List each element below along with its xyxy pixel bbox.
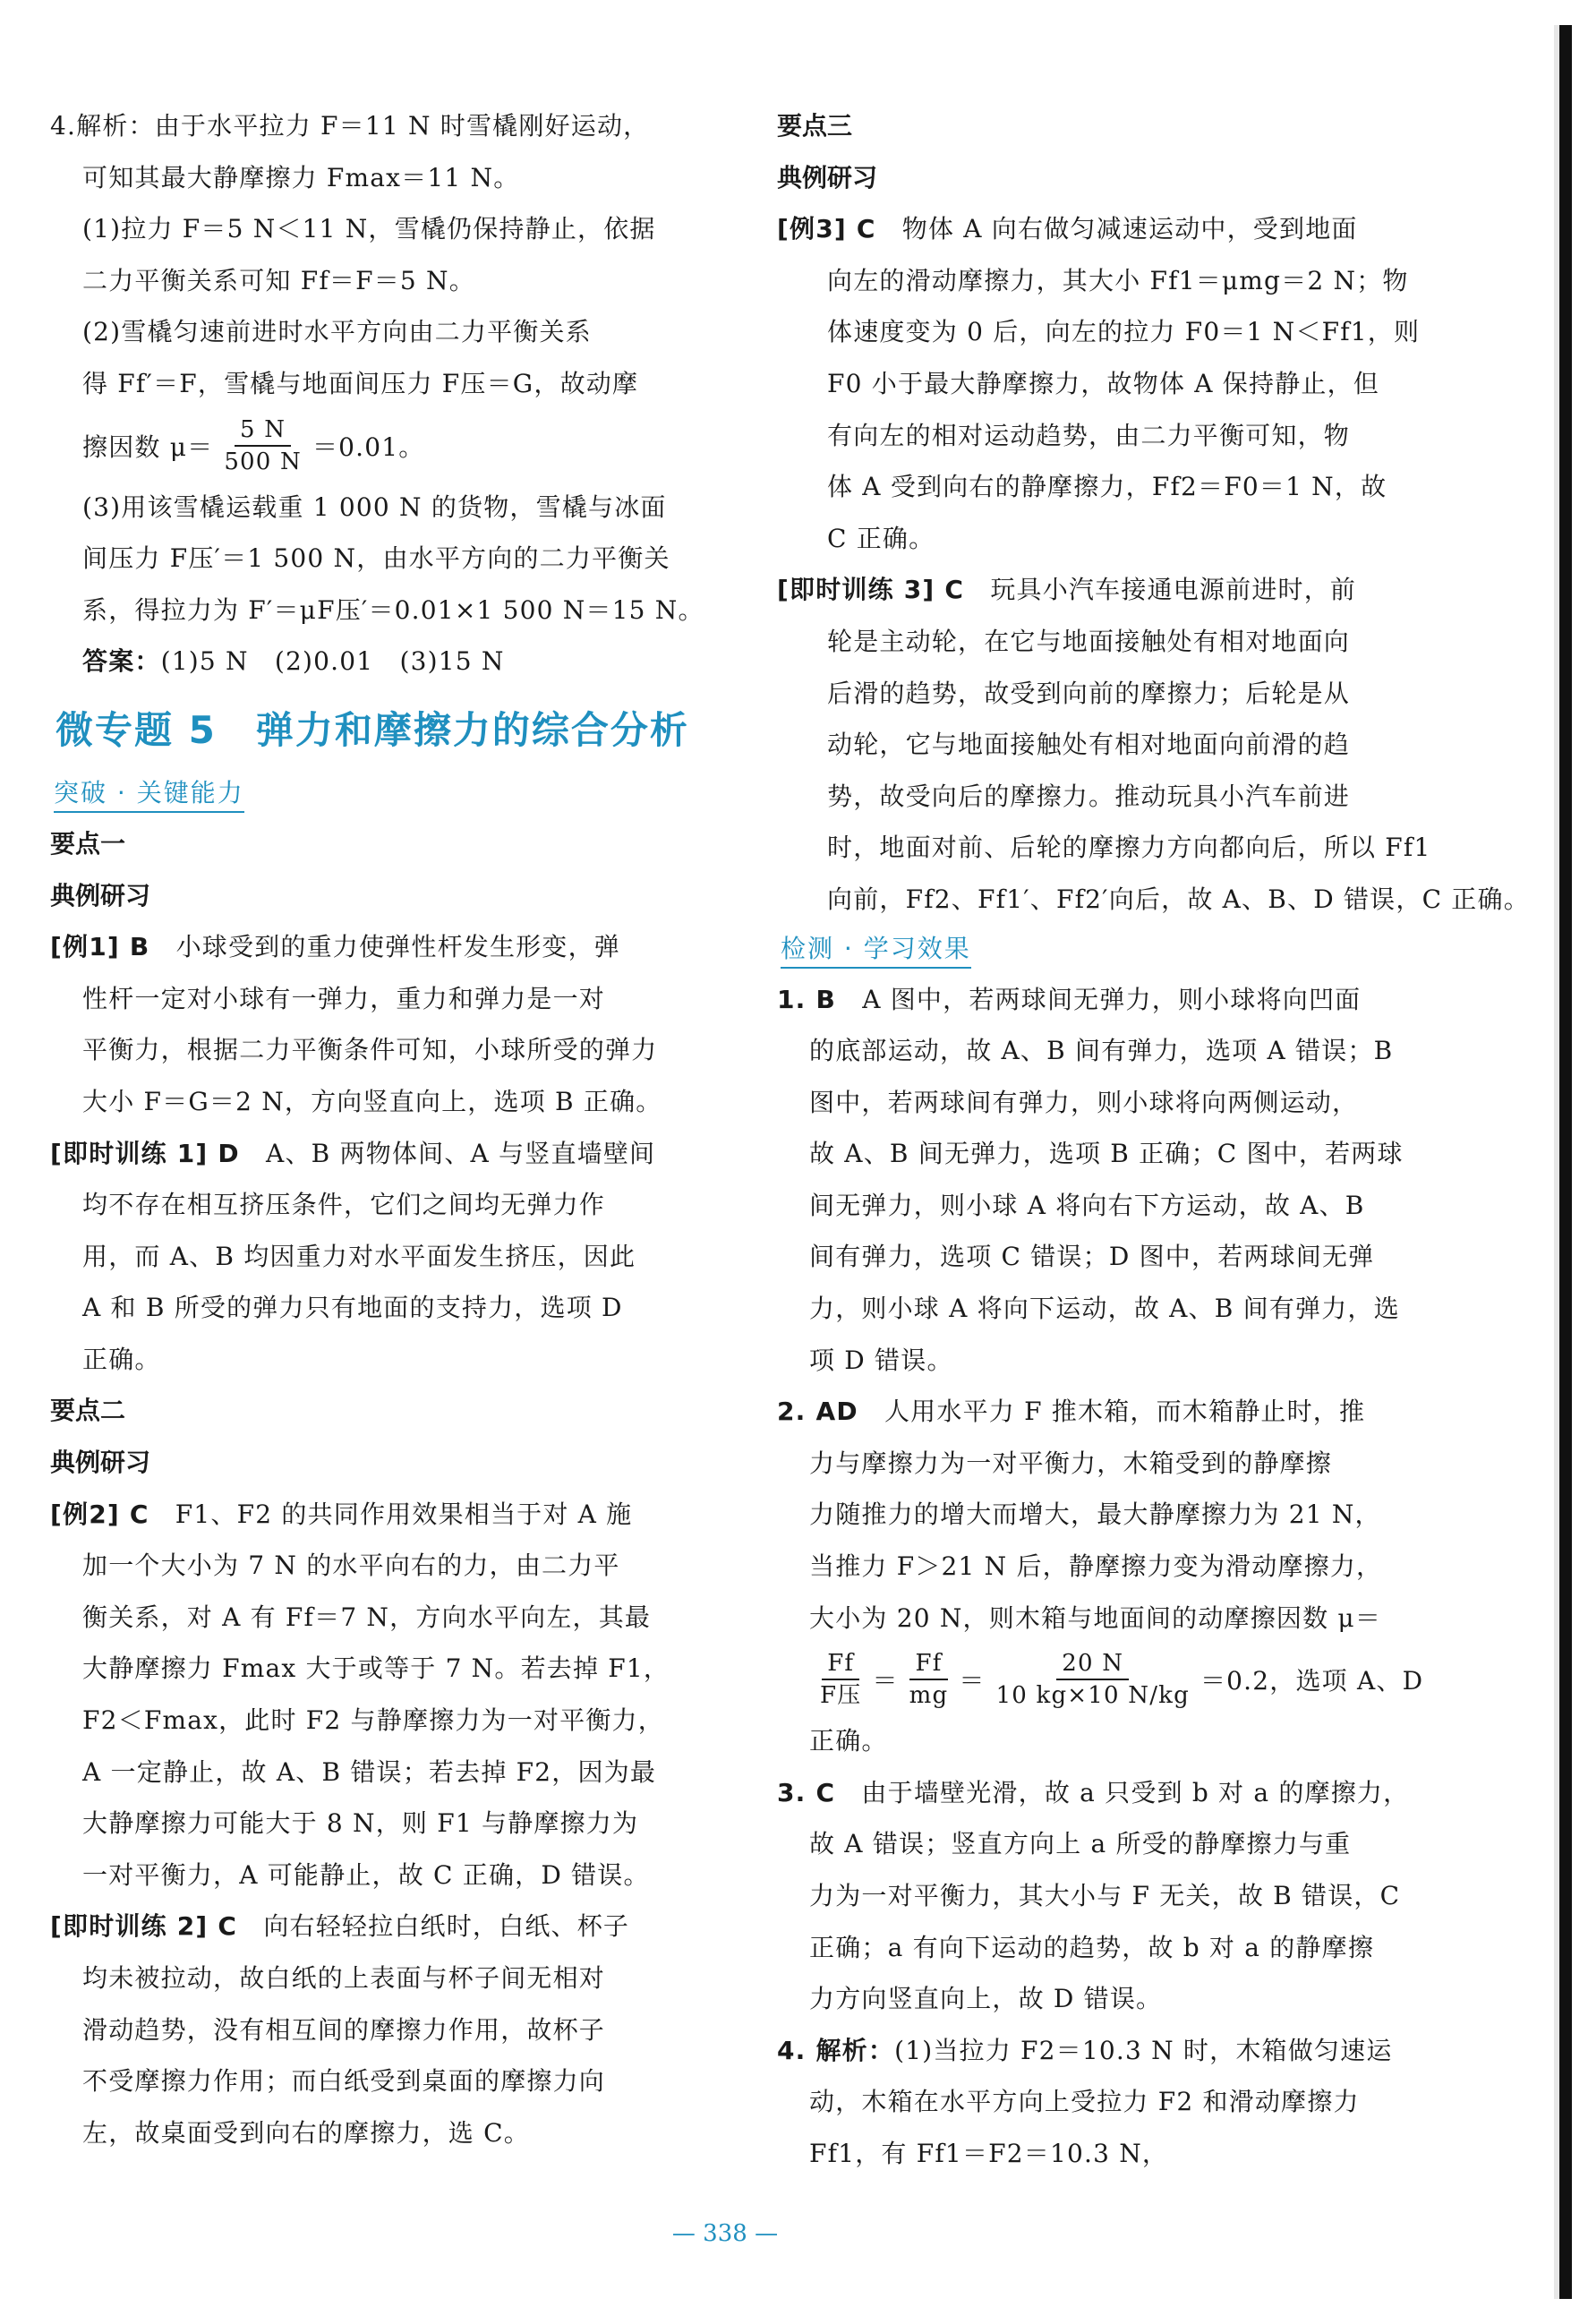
text-line: 性杆一定对小球有一弹力，重力和弹力是一对	[82, 983, 606, 1013]
fraction-numerator: Ff	[909, 1648, 947, 1680]
text-line: 滑动趋势，没有相互间的摩擦力作用，故杯子	[82, 2014, 606, 2045]
text-line: 大小 F＝G＝2 N，方向竖直向上，选项 B 正确。	[82, 1086, 662, 1116]
text-line: 间压力 F压′＝1 500 N，由水平方向的二力平衡关	[82, 543, 670, 574]
question-label: 3. C	[777, 1777, 836, 1807]
text-line: 得 Ff′＝F，雪橇与地面间压力 F压＝G，故动摩	[82, 368, 639, 398]
fraction-numerator: 5 N	[235, 414, 291, 447]
text-line: 大静摩擦力可能大于 8 N，则 F1 与静摩擦力为	[82, 1808, 639, 1839]
text-line: 时，地面对前、后轮的摩擦力方向都向后，所以 Ff1	[827, 833, 1431, 863]
fraction	[991, 1648, 1195, 1711]
text-line: 动轮，它与地面接触处有相对地面向前滑的趋	[827, 730, 1351, 760]
text-line: 轮是主动轮，在它与地面接触处有相对地面向	[827, 626, 1351, 656]
text-line: 一对平衡力，A 可能静止，故 C 正确，D 错误。	[82, 1859, 650, 1890]
text-line: 左，故桌面受到向右的摩擦力，选 C。	[82, 2117, 530, 2148]
text-line: 4.解析：由于水平拉力 F＝11 N 时雪橇刚好运动，	[50, 111, 650, 141]
example-1	[50, 921, 730, 973]
text-span: (1)当拉力 F2＝10.3 N 时，木箱做匀速运	[894, 2035, 1393, 2065]
fraction-numerator: Ff	[822, 1648, 859, 1680]
right-column	[777, 100, 1530, 2180]
text-line: 势，故受向后的摩擦力。推动玩具小汽车前进	[827, 781, 1351, 811]
text-span: A 图中，若两球间无弹力，则小球将向凹面	[836, 984, 1362, 1014]
fraction	[218, 414, 307, 477]
point-heading: 要点一	[50, 828, 126, 859]
fraction-denominator: F压	[820, 1682, 862, 1710]
text-line: 力，则小球 A 将向下运动，故 A、B 间有弹力，选	[809, 1294, 1400, 1324]
text-line: 大小为 20 N，则木箱与地面间的动摩擦因数 μ＝	[809, 1602, 1382, 1633]
text-line: C 正确。	[827, 523, 935, 553]
text-line: 用，而 A、B 均因重力对水平面发生挤压，因此	[82, 1241, 636, 1271]
text-span: 向右轻轻拉白纸时，白纸、杯子	[237, 1911, 630, 1942]
text-line: Ff1，有 Ff1＝F2＝10.3 N，	[809, 2138, 1169, 2168]
point-heading: 要点二	[50, 1396, 126, 1426]
fraction	[815, 1648, 867, 1711]
training-label: [即时训练 3] C	[777, 575, 965, 605]
formula-suffix: ＝0.01。	[312, 431, 425, 462]
fraction-denominator: mg	[909, 1682, 949, 1710]
text-line: 正确。	[809, 1726, 888, 1756]
answer-text: (1)5 N (2)0.01 (3)15 N	[160, 646, 505, 677]
equals-sign: ＝	[872, 1666, 899, 1696]
fraction	[904, 1648, 954, 1711]
example-label: [例1] B	[50, 932, 150, 962]
formula-prefix: 擦因数 μ＝	[82, 431, 214, 462]
topic-title: 微专题 5 弹力和摩擦力的综合分析	[55, 707, 689, 752]
example-label: [例2] C	[50, 1499, 149, 1529]
text-span: A、B 两物体间、A 与竖直墙壁间	[239, 1138, 656, 1168]
text-line: (2)雪橇匀速前进时水平方向由二力平衡关系	[82, 317, 592, 347]
text-line: 力为一对平衡力，其大小与 F 无关，故 B 错误，C	[809, 1881, 1401, 1910]
text-line: 力与摩擦力为一对平衡力，木箱受到的静摩擦	[809, 1448, 1333, 1478]
page-number: — 338 —	[671, 2220, 779, 2247]
text-line: 有向左的相对运动趋势，由二力平衡可知，物	[827, 420, 1351, 450]
text-line: 向左的滑动摩擦力，其大小 Ff1＝μmg＝2 N；物	[827, 265, 1409, 295]
friction-coefficient-formula	[777, 1644, 1457, 1715]
text-line: 体速度变为 0 后，向左的拉力 F0＝1 N＜Ff1，则	[827, 317, 1421, 347]
text-line: 均未被拉动，故白纸的上表面与杯子间无相对	[82, 1963, 606, 1993]
fraction-denominator: 500 N	[224, 448, 302, 475]
section-tag: 检测 · 学习效果	[781, 931, 971, 969]
text-line: (3)用该雪橇运载重 1 000 N 的货物，雪橇与冰面	[82, 491, 667, 522]
text-line: 故 A、B 间无弹力，选项 B 正确；C 图中，若两球	[809, 1139, 1404, 1169]
text-line: 衡关系，对 A 有 Ff＝7 N，方向水平向左，其最	[82, 1602, 652, 1632]
question-3	[777, 1767, 1457, 1819]
text-line: 可知其最大静摩擦力 Fmax＝11 N。	[82, 162, 520, 192]
text-span: 小球受到的重力使弹性杆发生形变，弹	[149, 932, 620, 962]
text-line: 间无弹力，则小球 A 将向右下方运动，故 A、B	[809, 1190, 1365, 1220]
text-line: 正确。	[82, 1344, 161, 1374]
text-span: 玩具小汽车接通电源前进时，前	[964, 575, 1357, 605]
training-1	[50, 1128, 730, 1180]
friction-coefficient-formula	[50, 410, 730, 482]
text-line: 力随推力的增大而增大，最大静摩擦力为 21 N，	[809, 1499, 1381, 1530]
text-line: 间有弹力，选项 C 错误；D 图中，若两球间无弹	[809, 1242, 1375, 1272]
text-line: 的底部运动，故 A、B 间有弹力，选项 A 错误；B	[809, 1036, 1394, 1066]
training-2	[50, 1901, 730, 1952]
fraction-denominator: 10 kg×10 N/kg	[995, 1682, 1190, 1710]
equals-sign: ＝	[959, 1666, 986, 1696]
training-label: [即时训练 1] D	[50, 1138, 240, 1168]
question-label: 4. 解析：	[777, 2035, 895, 2065]
text-line: F2＜Fmax，此时 F2 与静摩擦力为一对平衡力，	[82, 1705, 664, 1736]
text-span: 人用水平力 F 推木箱，而木箱静止时，推	[858, 1397, 1366, 1427]
point-heading: 要点三	[777, 111, 853, 141]
book-spine-edge	[1559, 25, 1572, 2299]
example-heading: 典例研习	[777, 162, 878, 192]
example-2	[50, 1489, 730, 1541]
question-label: 2. AD	[777, 1397, 858, 1427]
question-1	[777, 974, 1457, 1026]
text-line: 大静摩擦力 Fmax 大于或等于 7 N。若去掉 F1，	[82, 1653, 670, 1684]
text-span: F1、F2 的共同作用效果相当于对 A 施	[149, 1499, 633, 1529]
text-line: 平衡力，根据二力平衡条件可知，小球所受的弹力	[82, 1035, 658, 1065]
training-3	[777, 564, 1457, 616]
text-line: 图中，若两球间有弹力，则小球将向两侧运动，	[809, 1087, 1359, 1117]
answer-label: 答案：	[82, 646, 161, 677]
text-line: A 一定静止，故 A、B 错误；若去掉 F2，因为最	[82, 1756, 657, 1787]
text-line: 力方向竖直向上，故 D 错误。	[809, 1984, 1163, 2014]
answer-line	[50, 636, 730, 688]
text-line: 二力平衡关系可知 Ff＝F＝5 N。	[82, 265, 475, 295]
section-tag: 突破 · 关键能力	[54, 775, 244, 813]
text-line: 体 A 受到向右的静摩擦力，Ff2＝F0＝1 N，故	[827, 472, 1387, 502]
example-heading: 典例研习	[50, 1448, 151, 1478]
text-line: 后滑的趋势，故受到向前的摩擦力；后轮是从	[827, 678, 1351, 708]
example-heading: 典例研习	[50, 880, 151, 910]
fraction-numerator: 20 N	[1056, 1648, 1129, 1680]
question-2	[777, 1386, 1457, 1438]
text-line: F0 小于最大静摩擦力，故物体 A 保持静止，但	[827, 368, 1379, 398]
text-line: A 和 B 所受的弹力只有地面的支持力，选项 D	[82, 1293, 623, 1323]
question-4	[777, 2025, 1457, 2077]
example-3	[777, 203, 1457, 255]
text-line: 均不存在相互挤压条件，它们之间均无弹力作	[82, 1190, 606, 1220]
text-line: 当推力 F＞21 N 后，静摩擦力变为滑动摩擦力，	[809, 1551, 1383, 1582]
text-span: 物体 A 向右做匀减速运动中，受到地面	[875, 214, 1358, 244]
text-line: 系，得拉力为 F′＝μF压′＝0.01×1 500 N＝15 N。	[82, 594, 704, 625]
text-line: 动，木箱在水平方向上受拉力 F2 和滑动摩擦力	[809, 2087, 1360, 2117]
text-line: 不受摩擦力作用；而白纸受到桌面的摩擦力向	[82, 2066, 606, 2097]
training-label: [即时训练 2] C	[50, 1911, 238, 1942]
formula-suffix: ＝0.2，选项 A、D	[1200, 1666, 1424, 1696]
text-line: 项 D 错误。	[809, 1345, 953, 1375]
question-label: 1. B	[777, 984, 837, 1014]
text-span: 由于墙壁光滑，故 a 只受到 b 对 a 的摩擦力，	[835, 1777, 1410, 1807]
text-line: 故 A 错误；竖直方向上 a 所受的静摩擦力与重	[809, 1829, 1352, 1859]
example-label: [例3] C	[777, 214, 876, 244]
text-line: 向前，Ff2、Ff1′、Ff2′向后，故 A、B、D 错误，C 正确。	[827, 884, 1530, 914]
text-line: 加一个大小为 7 N 的水平向右的力，由二力平	[82, 1551, 620, 1581]
text-line: (1)拉力 F＝5 N＜11 N，雪橇仍保持静止，依据	[82, 214, 656, 244]
left-column	[50, 100, 730, 2158]
text-line: 正确；a 有向下运动的趋势，故 b 对 a 的静摩擦	[809, 1932, 1375, 1962]
